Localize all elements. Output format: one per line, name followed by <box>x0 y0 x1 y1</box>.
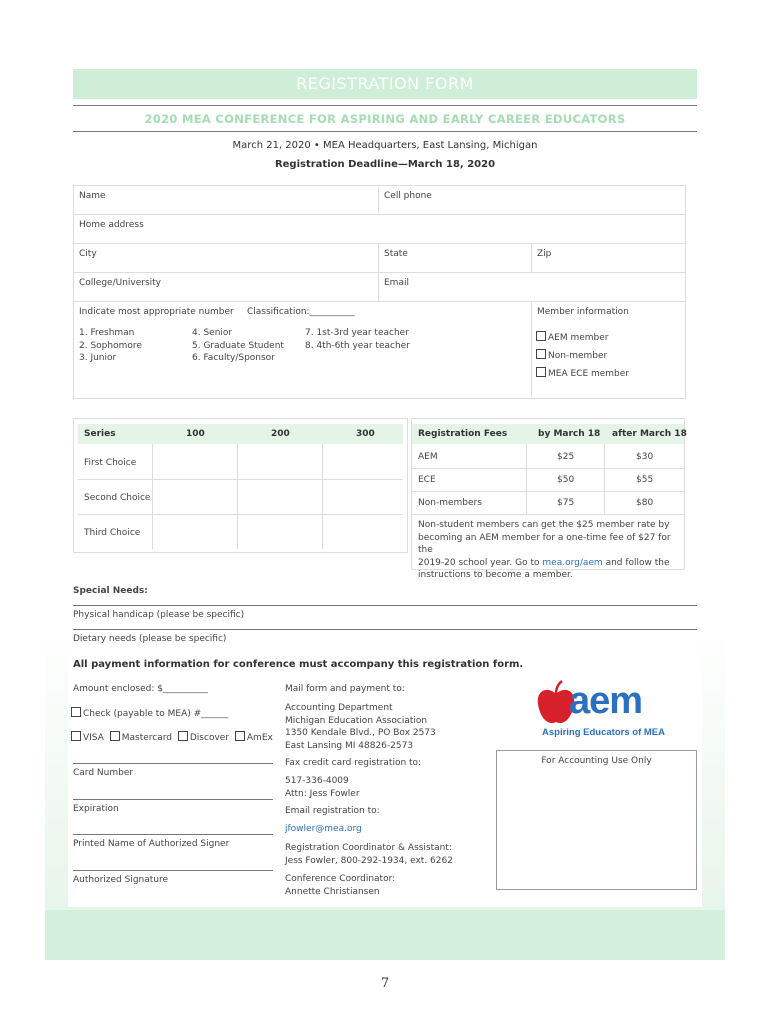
first-choice-row: First Choice <box>84 458 137 468</box>
city-field[interactable]: City <box>79 249 97 259</box>
aem-logo <box>536 680 666 740</box>
third-choice-row: Third Choice <box>84 528 141 538</box>
name-field[interactable]: Name <box>79 191 106 201</box>
fax-number: 517-336-4009 <box>285 776 349 786</box>
fee-type: AEM <box>418 452 438 462</box>
checkbox-icon[interactable] <box>536 367 546 377</box>
fee-early: $75 <box>557 498 575 508</box>
logo-wordmark: aem <box>569 680 643 722</box>
address-line: 1350 Kendale Blvd., PO Box 2573 <box>285 728 436 738</box>
fax-info <box>285 775 360 800</box>
address-line: Accounting Department <box>285 703 393 713</box>
divider <box>73 605 697 606</box>
registration-coordinator <box>285 842 453 867</box>
home-address-field[interactable]: Home address <box>79 220 144 230</box>
signature-line <box>73 834 273 835</box>
fees-header: by March 18 <box>538 429 601 439</box>
fee-type: ECE <box>418 475 436 485</box>
non-member-option[interactable] <box>536 349 607 361</box>
signature-line <box>73 870 273 871</box>
row-divider <box>412 514 684 515</box>
discover-option[interactable]: Discover <box>189 733 230 743</box>
signature-line <box>73 763 273 764</box>
physical-handicap-field[interactable]: Physical handicap (please be specific) <box>73 610 245 620</box>
col-divider <box>152 444 153 549</box>
signature-field[interactable]: Authorized Signature <box>73 875 169 885</box>
note-line: becoming an AEM member for a one-time fee of $27 for the <box>418 532 671 555</box>
visa-option[interactable]: VISA <box>83 733 104 743</box>
state-field[interactable]: State <box>384 249 408 259</box>
conference-coordinator <box>285 873 395 898</box>
row-divider <box>78 514 403 515</box>
card-number-field[interactable]: Card Number <box>73 768 134 778</box>
col-divider <box>378 185 379 214</box>
coordinator-line: Jess Fowler, 800-292-1934, ext. 6262 <box>285 855 453 866</box>
checkbox-icon[interactable] <box>536 331 546 341</box>
zip-field[interactable]: Zip <box>537 249 552 259</box>
row-divider <box>73 272 686 273</box>
address-line: Michigan Education Association <box>285 715 428 726</box>
row-divider <box>73 214 686 215</box>
note-line <box>418 557 682 570</box>
member-info-title: Member information <box>537 307 629 317</box>
email-heading: Email registration to: <box>285 806 380 816</box>
row-divider <box>412 468 684 469</box>
printed-name-field[interactable]: Printed Name of Authorized Signer <box>73 839 230 849</box>
amount-enclosed-field[interactable]: Amount enclosed: $__________ <box>73 684 208 694</box>
col-divider <box>237 444 238 549</box>
divider <box>73 105 697 106</box>
series-header: 300 <box>356 429 375 439</box>
page-title: REGISTRATION FORM <box>73 69 697 99</box>
special-needs-title: Special Needs: <box>73 586 148 596</box>
fee-late: $30 <box>636 452 654 462</box>
mastercard-option[interactable]: Mastercard <box>121 733 172 743</box>
second-choice-row: Second Choice <box>84 493 151 503</box>
email-field[interactable]: Email <box>384 278 409 288</box>
logo-tagline: Aspiring Educators of MEA <box>542 727 665 738</box>
fax-attn: Attn: Jess Fowler <box>285 788 360 799</box>
fee-late: $80 <box>636 498 654 508</box>
conference-subtitle: 2020 MEA CONFERENCE FOR ASPIRING AND EARLY CAREER EDUCATORS <box>144 112 626 126</box>
payment-heading: All payment information for conference must accompany this registration form. <box>73 659 524 670</box>
checkbox-icon[interactable] <box>536 349 546 359</box>
class-option: 6. Faculty/Sponsor <box>192 353 275 363</box>
divider <box>73 131 697 132</box>
email-link[interactable]: jfowler@mea.org <box>285 824 362 834</box>
signature-line <box>73 799 273 800</box>
classification-field[interactable]: Classification:__________ <box>247 307 355 317</box>
coordinator-line: Conference Coordinator: <box>285 874 396 884</box>
coordinator-line: Registration Coordinator & Assistant: <box>285 843 452 853</box>
checkbox-icon[interactable] <box>178 731 188 741</box>
col-divider <box>531 301 532 399</box>
fees-header: Registration Fees <box>418 429 508 439</box>
col-divider <box>531 243 532 272</box>
checkbox-icon[interactable] <box>71 731 81 741</box>
mail-address <box>285 702 436 752</box>
event-line: March 21, 2020 • MEA Headquarters, East Lansing, Michigan <box>232 140 538 151</box>
accounting-box <box>496 750 697 890</box>
series-header: 200 <box>271 429 290 439</box>
series-header-row <box>78 424 403 444</box>
fee-early: $25 <box>557 452 575 462</box>
class-option: 2. Sophomore <box>79 341 142 351</box>
check-option[interactable] <box>71 707 228 719</box>
series-header: 100 <box>186 429 205 439</box>
coordinator-line: Annette Christiansen <box>285 886 380 897</box>
class-option: 5. Graduate Student <box>192 341 284 351</box>
col-divider <box>322 444 323 549</box>
option-label: AEM member <box>548 333 609 343</box>
mea-ece-member-option[interactable] <box>536 367 629 379</box>
checkbox-icon[interactable] <box>110 731 120 741</box>
row-divider <box>73 243 686 244</box>
option-label: Non-member <box>548 351 608 361</box>
dietary-needs-field[interactable]: Dietary needs (please be specific) <box>73 634 227 644</box>
note-text: 2019-20 school year. Go to <box>418 557 543 568</box>
fee-late: $55 <box>636 475 654 485</box>
col-divider <box>604 444 605 514</box>
option-label: Check (payable to MEA) #______ <box>83 709 229 719</box>
college-field[interactable]: College/University <box>79 278 162 288</box>
fees-note <box>418 519 682 582</box>
class-option: 1. Freshman <box>79 328 135 338</box>
row-divider <box>78 479 403 480</box>
class-option: 3. Junior <box>79 353 117 363</box>
divider <box>73 629 697 630</box>
classification-prompt: Indicate most appropriate number <box>79 307 234 317</box>
amex-option[interactable]: AmEx <box>246 733 273 743</box>
option-label: MEA ECE member <box>548 369 630 379</box>
checkbox-icon[interactable] <box>71 707 81 717</box>
fee-type: Non-members <box>418 498 482 508</box>
row-divider <box>73 301 686 302</box>
fax-heading: Fax credit card registration to: <box>285 758 422 768</box>
col-divider <box>526 444 527 514</box>
bottom-band <box>45 910 725 960</box>
fees-header: after March 18 <box>612 429 687 439</box>
class-option: 8. 4th-6th year teacher <box>305 341 410 351</box>
cell-phone-field[interactable]: Cell phone <box>384 191 432 201</box>
note-text: and follow the <box>602 557 670 568</box>
note-line: instructions to become a member. <box>418 570 573 580</box>
row-divider <box>412 491 684 492</box>
accounting-label: For Accounting Use Only <box>541 756 652 766</box>
expiration-field[interactable]: Expiration <box>73 804 119 814</box>
mail-heading: Mail form and payment to: <box>285 684 405 694</box>
fee-early: $50 <box>557 475 575 485</box>
address-line: East Lansing MI 48826-2573 <box>285 740 414 751</box>
card-options <box>71 731 273 743</box>
mea-aem-link[interactable]: mea.org/aem <box>542 557 603 568</box>
class-option: 4. Senior <box>192 328 233 338</box>
col-divider <box>378 243 379 301</box>
registration-deadline: Registration Deadline—March 18, 2020 <box>274 159 496 170</box>
checkbox-icon[interactable] <box>235 731 245 741</box>
note-line: Non-student members can get the $25 member rate by <box>418 520 670 530</box>
class-option: 7. 1st-3rd year teacher <box>305 328 409 338</box>
page-number: 7 <box>380 976 390 991</box>
aem-member-option[interactable] <box>536 331 609 343</box>
series-header: Series <box>84 429 116 439</box>
